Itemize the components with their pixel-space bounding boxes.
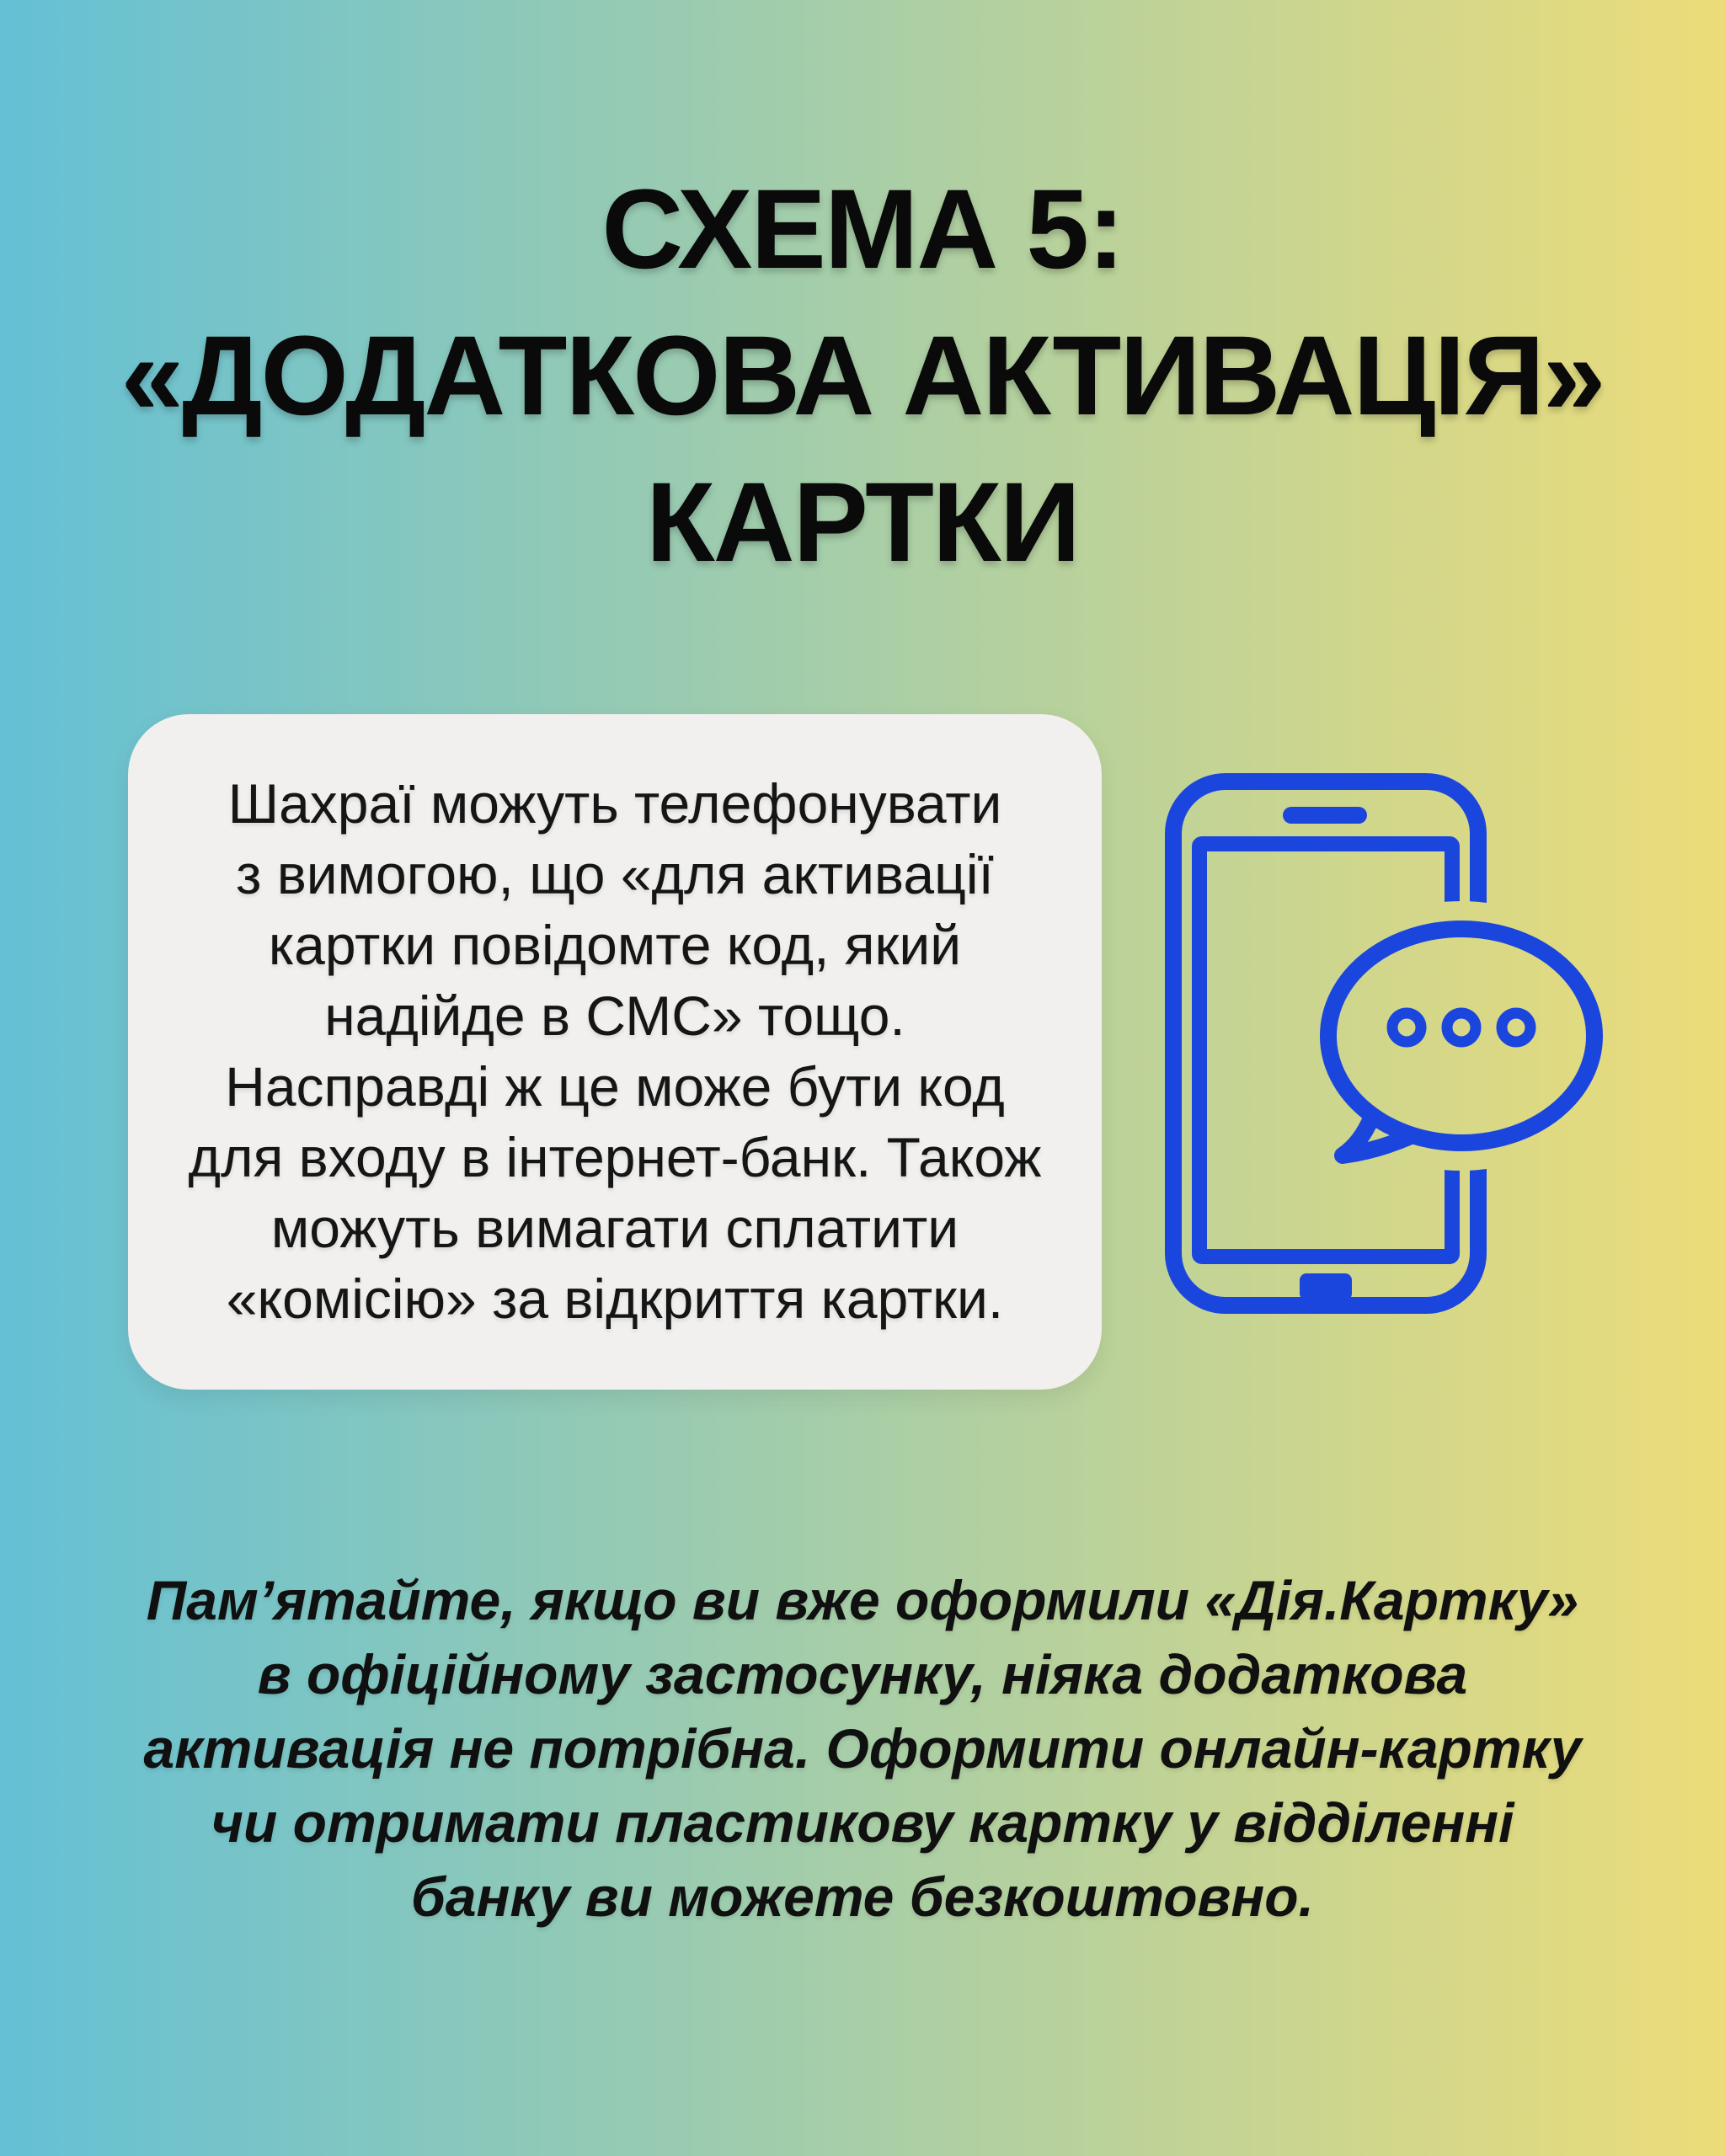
chat-bubble-icon [1328,929,1594,1155]
title-line-3: КАРТКИ [645,460,1080,585]
typing-dot-2 [1447,1013,1476,1042]
card-text-line: картки повідомте код, який [268,914,962,976]
reminder-line: чи отримати пластикову картку у відділенні [211,1791,1514,1854]
card-text-line: «комісію» за відкриття картки. [226,1267,1004,1330]
reminder-line: Пам’ятайте, якщо ви вже оформили «Дія.Картку» [146,1569,1579,1631]
reminder-text [0,1563,1725,1934]
typing-dot-3 [1502,1013,1530,1042]
smartphone-chat-icon [1154,741,1710,1331]
reminder-line: в офіційному застосунку, ніяка додаткова [257,1643,1468,1705]
card-text-line: з вимогою, що «для активації [236,843,994,905]
card-text-line: для входу в інтернет-банк. Також [188,1126,1042,1188]
info-card [128,714,1102,1390]
reminder-line: активація не потрібна. Оформити онлайн-картку [143,1717,1582,1780]
card-text-line: Насправді ж це може бути код [225,1055,1005,1118]
phone-speaker [1283,807,1367,824]
smartphone-chat-svg [1154,741,1710,1331]
reminder-line: банку ви можете безкоштовно. [411,1865,1314,1928]
page-title [0,157,1725,596]
card-text-line: надійде в СМС» тощо. [324,985,905,1047]
typing-dot-1 [1392,1013,1421,1042]
title-line-2: «ДОДАТКОВА АКТИВАЦІЯ» [120,313,1605,439]
card-text-line: можуть вимагати сплатити [270,1197,959,1259]
phone-home-button [1300,1273,1352,1300]
title-line-1: СХЕМА 5: [601,167,1124,292]
card-text-line: Шахраї можуть телефонувати [227,772,1002,835]
